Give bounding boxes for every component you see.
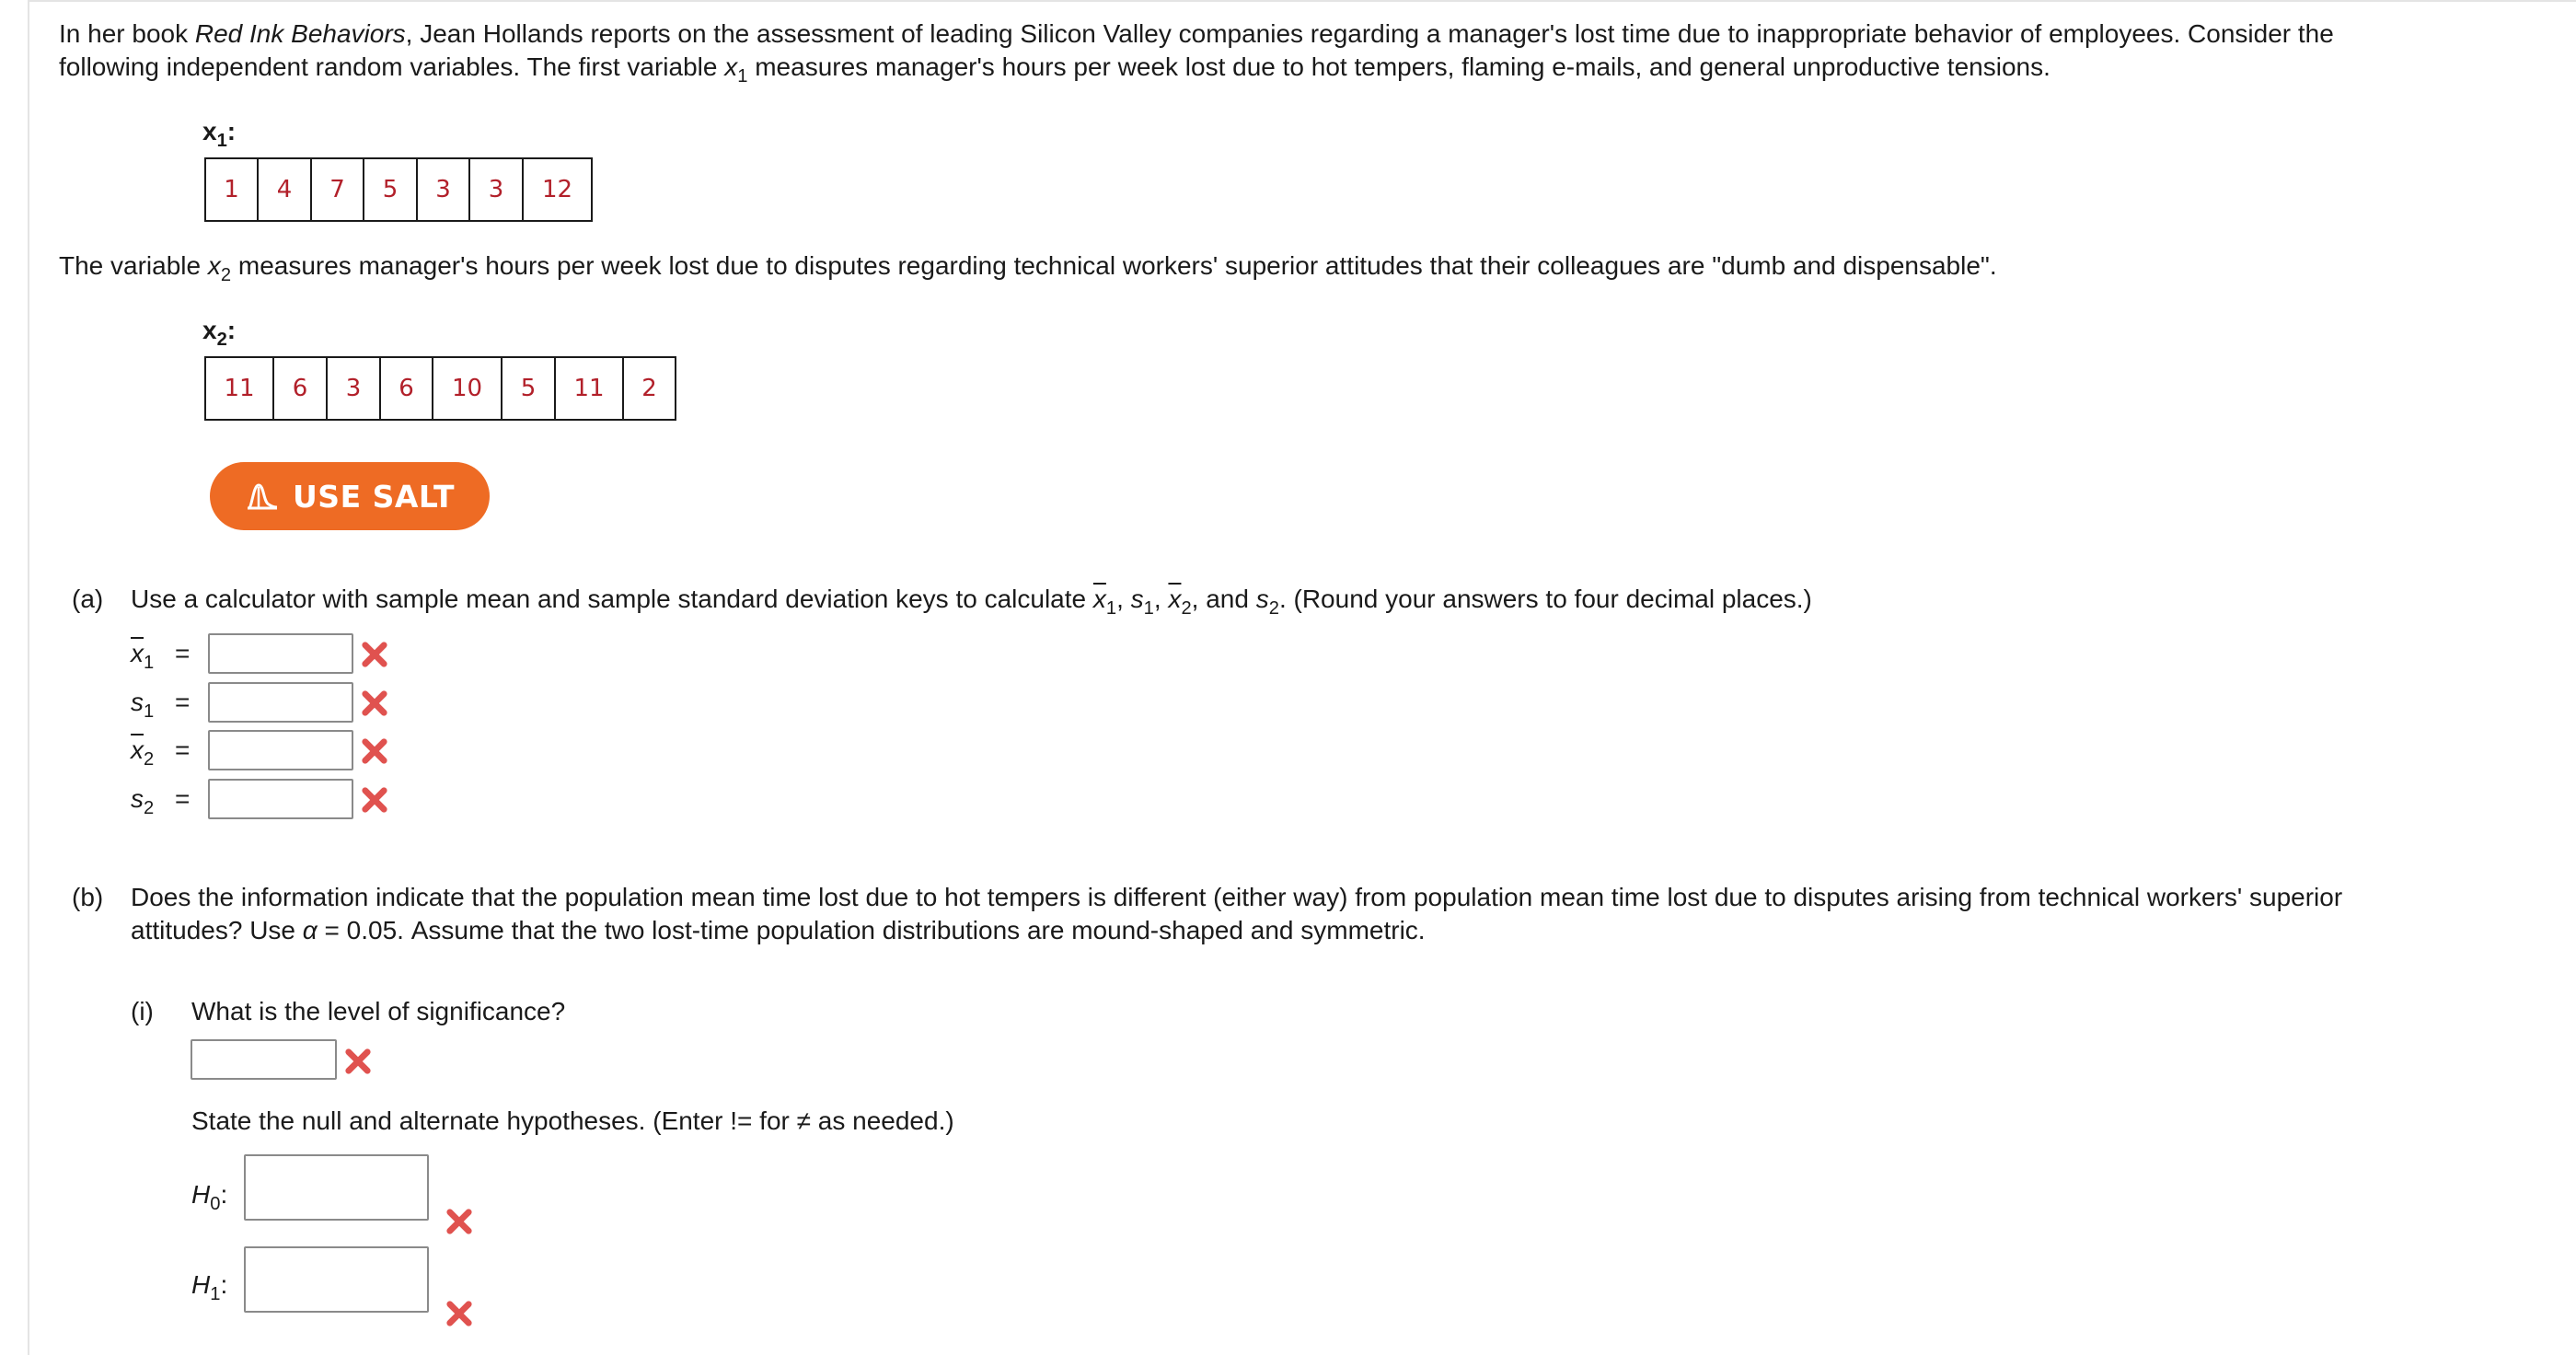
x1-label	[202, 117, 237, 152]
xbar2-field-sub: 2	[144, 749, 155, 770]
h1-colon: :	[220, 1270, 228, 1299]
significance-input[interactable]	[191, 1039, 337, 1080]
x2-label-colon: :	[226, 316, 237, 344]
s1-field-sym: s	[131, 688, 144, 716]
use-salt-label: USE SALT	[293, 478, 455, 515]
equals-sign: =	[175, 688, 191, 716]
part-b-marker: (b)	[72, 883, 104, 911]
part-a-text-a: Use a calculator with sample mean and sample standard deviation keys to calculate	[131, 585, 1093, 613]
salt-icon	[245, 481, 280, 511]
x1-label-sub: 1	[216, 131, 227, 152]
equals-sign: =	[175, 784, 191, 813]
use-salt-button[interactable]	[210, 462, 490, 530]
x2-label	[202, 316, 237, 351]
x1-cell: 3	[469, 158, 523, 221]
intro-line2-b: measures manager's hours per week lost due to hot tempers, flaming e-mails, and general unproductive tensions.	[747, 52, 2050, 81]
x2-label-sub: 2	[216, 330, 227, 351]
s2-field-label	[131, 782, 155, 819]
part-bi-marker: (i)	[131, 997, 154, 1025]
s1-input[interactable]	[208, 682, 353, 723]
intro-line2-a: following independent random variables. The first variable	[59, 52, 725, 81]
part-a-marker: (a)	[72, 585, 104, 613]
alpha-symbol: α	[302, 916, 318, 944]
x1-cell: 4	[258, 158, 311, 221]
var-x1-sub: 1	[737, 66, 748, 87]
x2-cell: 5	[502, 357, 555, 420]
part-b-line2-a: attitudes? Use	[131, 916, 303, 944]
incorrect-icon	[359, 688, 390, 719]
var-x2-sub: 2	[220, 265, 232, 286]
s1-symbol: s	[1130, 585, 1144, 613]
part-b-line-1: Does the information indicate that the population mean time lost due to hot tempers is different (either way) from population mean time lost due to disputes arising from technical workers' superior	[131, 883, 2343, 911]
hypotheses-instruction: State the null and alternate hypotheses. (Enter != for ≠ as needed.)	[191, 1106, 954, 1135]
sep-2: ,	[1153, 585, 1169, 613]
x1-label-symbol: x	[202, 117, 217, 145]
x2-desc-a: The variable	[59, 251, 208, 280]
incorrect-icon	[342, 1046, 374, 1077]
incorrect-icon	[359, 639, 390, 670]
x2-description	[59, 249, 1997, 286]
xbar2-sub: 2	[1181, 598, 1192, 620]
x1-cell: 1	[205, 158, 258, 221]
x2-cell: 10	[433, 357, 502, 420]
h0-input[interactable]	[244, 1154, 429, 1221]
xbar2-input[interactable]	[208, 730, 353, 770]
x1-cell: 3	[417, 158, 469, 221]
h0-symbol: H	[191, 1180, 211, 1209]
h0-label	[191, 1178, 228, 1215]
x1-label-colon: :	[226, 117, 237, 145]
var-x1-symbol: x	[724, 52, 738, 81]
x1-cell: 7	[311, 158, 364, 221]
s2-input[interactable]	[208, 779, 353, 819]
part-b-line2-b: = 0.05. Assume that the two lost-time population distributions are mound-shaped and symmetric.	[317, 916, 1426, 944]
x2-cell: 2	[623, 357, 676, 420]
xbar2-field-sym: $\overline{x}$	[131, 735, 144, 764]
xbar1-symbol: $\overline{x}$	[1092, 585, 1106, 613]
s2-sub: 2	[1268, 598, 1279, 620]
intro-line-2	[59, 51, 2050, 87]
incorrect-icon	[359, 735, 390, 767]
x2-label-symbol: x	[202, 316, 217, 344]
x2-data-table	[204, 356, 676, 421]
xbar1-field-sub: 1	[144, 653, 155, 674]
x2-cell: 3	[327, 357, 380, 420]
part-a-instruction	[131, 583, 1812, 620]
h0-colon: :	[220, 1180, 228, 1209]
incorrect-icon	[444, 1206, 475, 1237]
xbar2-symbol: $\overline{x}$	[1168, 585, 1182, 613]
s2-field-sym: s	[131, 784, 144, 813]
sep-1: ,	[1116, 585, 1131, 613]
s1-field-label	[131, 686, 155, 723]
x1-data-table	[204, 157, 593, 222]
var-x2-symbol: x	[207, 251, 221, 280]
xbar1-field-sym: $\overline{x}$	[131, 639, 144, 667]
xbar1-sub: 1	[1105, 598, 1117, 620]
equals-sign: =	[175, 735, 191, 764]
x1-cell: 12	[523, 158, 592, 221]
intro-text: In her book	[59, 19, 195, 48]
x2-cell: 11	[205, 357, 273, 420]
s1-sub: 1	[1143, 598, 1154, 620]
h1-symbol: H	[191, 1270, 211, 1299]
part-a-text-b: , and	[1191, 585, 1256, 613]
xbar1-field-label	[131, 637, 155, 674]
x2-desc-b: measures manager's hours per week lost due to disputes regarding technical workers' superior attitudes that their colleagues are "dumb and dispensable".	[231, 251, 1997, 280]
equals-sign: =	[175, 639, 191, 667]
x2-cell: 6	[380, 357, 433, 420]
s2-symbol: s	[1255, 585, 1269, 613]
s2-field-sub: 2	[144, 798, 155, 819]
part-a-text-c: . (Round your answers to four decimal places.)	[1278, 585, 1812, 613]
h0-sub: 0	[210, 1194, 221, 1215]
intro-text-cont: , Jean Hollands reports on the assessment of leading Silicon Valley companies regarding a manager's lost time due to inappropriate behavior of employees. Consider the	[405, 19, 2334, 48]
h1-sub: 1	[210, 1284, 221, 1305]
significance-question: What is the level of significance?	[191, 997, 566, 1025]
h1-input[interactable]	[244, 1246, 429, 1313]
h1-label	[191, 1268, 228, 1305]
xbar2-field-label	[131, 734, 155, 770]
xbar1-input[interactable]	[208, 633, 353, 674]
x2-cell: 11	[555, 357, 623, 420]
x2-cell: 6	[273, 357, 327, 420]
incorrect-icon	[359, 784, 390, 816]
intro-line-1	[59, 17, 2334, 51]
book-title: Red Ink Behaviors	[194, 19, 406, 48]
incorrect-icon	[444, 1298, 475, 1329]
part-b-line-2	[131, 914, 1426, 947]
x1-cell: 5	[364, 158, 417, 221]
s1-field-sub: 1	[144, 701, 155, 723]
